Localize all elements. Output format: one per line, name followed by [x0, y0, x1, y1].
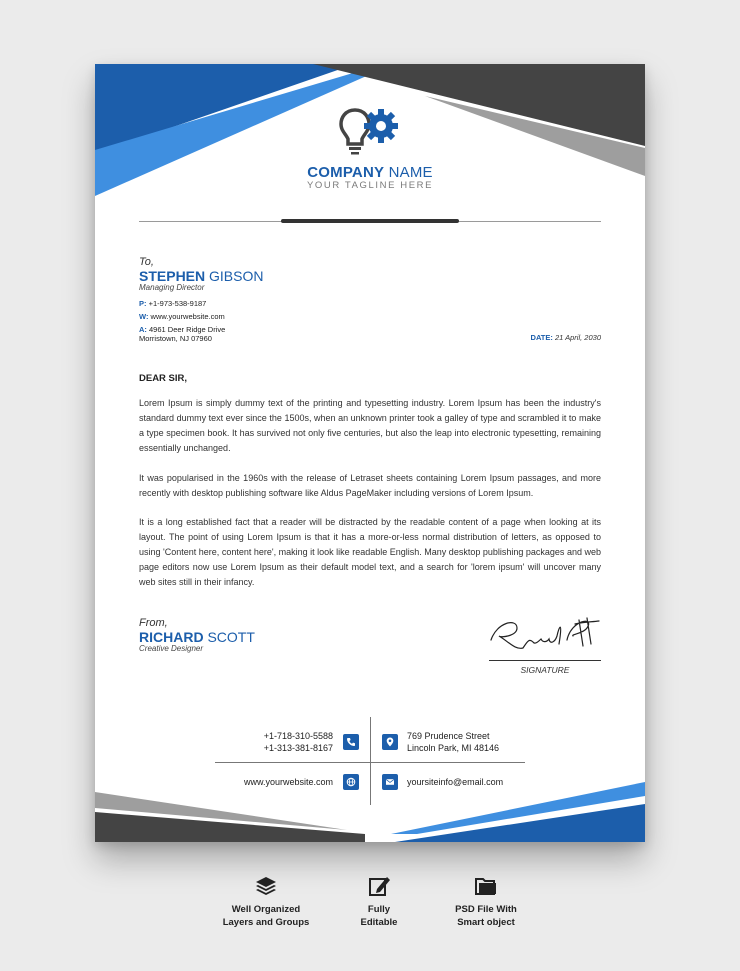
phone-value: +1-973-538-9187: [148, 299, 207, 308]
layers-icon: [254, 875, 278, 897]
address-label: A:: [139, 325, 147, 334]
to-label: To,: [139, 256, 154, 268]
lightbulb-icon: [341, 110, 369, 155]
phone-icon: [343, 734, 359, 750]
phone-label: P:: [139, 299, 147, 308]
letterhead-page: [95, 64, 645, 842]
company-tagline: YOUR TAGLINE HERE: [306, 180, 434, 191]
footer-address: [407, 730, 499, 754]
footer-phones: [264, 730, 333, 754]
footer-address-line1: 769 Prudence Street: [407, 731, 490, 741]
body-paragraph: It was popularised in the 1960s with the release of Letraset sheets containing Lorem Ipsum passages, and more recently with desktop publishing software like Aldus PageMaker including versions of Lorem Ipsum.: [139, 473, 601, 498]
company-name-light: NAME: [388, 164, 433, 181]
recipient-name: [139, 268, 263, 284]
email-icon: [382, 774, 398, 790]
sender-last-name: SCOTT: [207, 629, 255, 645]
recipient-role: Managing Director: [139, 283, 205, 292]
feature-editable: [339, 875, 419, 929]
recipient-address-line2: Morristown, NJ 07960: [139, 334, 212, 343]
edit-icon: [367, 875, 391, 897]
feature-line1: Well Organized: [231, 904, 301, 915]
globe-icon: [343, 774, 359, 790]
recipient-website: [139, 312, 225, 321]
feature-layers: [206, 875, 326, 929]
feature-line2: Smart object: [457, 917, 515, 928]
from-label: From,: [139, 617, 168, 629]
address-line1: 4961 Deer Ridge Drive: [149, 325, 226, 334]
recipient-phone: [139, 299, 206, 308]
footer-vertical-divider: [370, 717, 371, 805]
folder-icon: [474, 875, 498, 897]
feature-psd: [436, 875, 536, 929]
footer-phone-1: +1-718-310-5588: [263, 731, 333, 741]
footer-email[interactable]: yoursiteinfo@email.com: [407, 777, 504, 787]
sender-name: [139, 629, 255, 645]
feature-line1: PSD File With: [455, 904, 517, 915]
company-name: [95, 164, 645, 181]
recipient-address: [139, 325, 225, 334]
letter-date: [531, 333, 601, 342]
feature-line2: Layers and Groups: [222, 917, 310, 928]
sender-first-name: RICHARD: [139, 629, 204, 645]
web-value: www.yourwebsite.com: [150, 312, 225, 321]
header-divider-accent: [281, 219, 459, 223]
sender-role: Creative Designer: [139, 644, 204, 653]
body-paragraph: Lorem Ipsum is simply dummy text of the printing and typesetting industry. Lorem Ipsum has been the industry's standard dummy text ever since the 1500s, when an unknown printer took a galley of type and scrambled it to make a type specimen book. It has survived not only five centuries, but also the leap into electronic typesetting, remaining essentially unchanged.: [139, 398, 601, 453]
web-label: W:: [139, 312, 149, 321]
handwritten-signature: [487, 612, 605, 658]
date-label: DATE:: [530, 333, 553, 342]
recipient-first-name: STEPHEN: [139, 268, 206, 284]
signature-line: [489, 660, 601, 661]
company-logo: [337, 106, 407, 156]
salutation: DEAR SIR,: [139, 373, 188, 384]
footer-horizontal-divider: [215, 762, 525, 763]
signature-label: SIGNATURE: [520, 665, 570, 675]
company-name-bold: COMPANY: [307, 164, 385, 181]
recipient-last-name: GIBSON: [209, 268, 264, 284]
footer-website[interactable]: www.yourwebsite.com: [243, 777, 333, 787]
footer-phone-2: +1-313-381-8167: [263, 743, 333, 753]
gear-icon: [364, 109, 398, 143]
feature-line1: Fully: [367, 904, 391, 915]
footer-address-line2: Lincoln Park, MI 48146: [407, 743, 500, 753]
date-value: 21 April, 2030: [554, 333, 601, 342]
body-paragraph: It is a long established fact that a reader will be distracted by the readable content of a page when looking at its layout. The point of using Lorem Ipsum is that it has a more-or-less normal distribution of letters, as opposed to using 'Content here, content here', making it look like readable English. Many desktop publishing packages and web page editors now use Lorem Ipsum as their default model text, and a search for 'lorem ipsum' will uncover many web sites still in their infancy.: [139, 517, 601, 587]
feature-line2: Editable: [360, 917, 398, 928]
location-pin-icon: [382, 734, 398, 750]
